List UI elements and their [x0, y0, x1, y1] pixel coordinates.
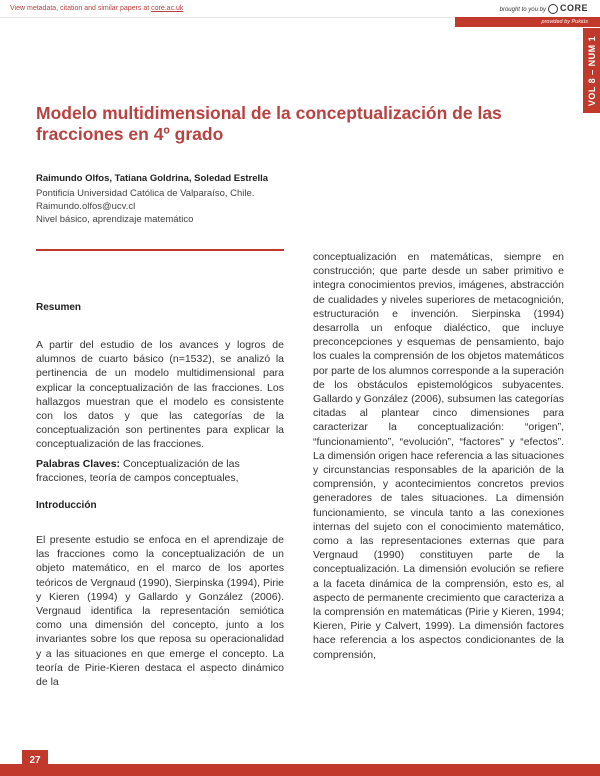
keywords-text: Conceptualización de las fracciones, teoría de campos conceptuales, [36, 458, 240, 485]
footer-bar [0, 764, 600, 776]
level: Nivel básico, aprendizaje matemático [36, 214, 194, 225]
metadata-notice [10, 5, 183, 12]
intro-heading: Introducción [36, 500, 97, 511]
core-brand [500, 3, 588, 14]
keywords [36, 457, 284, 485]
core-banner [0, 0, 600, 18]
paper-title: Modelo multidimensional de la conceptualización de las fracciones en 4º grado [36, 103, 502, 144]
email: Raimundo.olfos@ucv.cl [36, 201, 136, 212]
section-divider [36, 249, 284, 251]
resumen-heading: Resumen [36, 302, 82, 313]
affiliation: Pontificia Universidad Católica de Valparaíso, Chile. [36, 188, 255, 199]
volume-tab [583, 28, 600, 113]
provided-by-banner: provided by Pukiús [455, 17, 600, 27]
authors: Raimundo Olfos, Tatiana Goldrina, Soledad Estrella [36, 173, 269, 184]
core-label: CORE [559, 3, 588, 13]
intro-text: El presente estudio se enfoca en el aprendizaje de las fracciones como la conceptualización de un objeto matemático, en el marco de los aportes teóricos de Vergnaud (1990), Sierpinska (1994), Pirie y Kieren (1994) y Gallardo y González (2006). Vergnaud identifica la representación semiótica como una dimensión del concepto, junto a los invariantes sobre los que reposa su operacionalidad y a las situaciones en que emerge el concepto. La teoría de Pirie-Kieren destaca el aspecto dinámico de la [36, 534, 284, 689]
metadata-prefix: View metadata, citation and similar papers at [10, 5, 152, 12]
volume-label: VOL 8 – NUM 1 [586, 35, 597, 106]
core-link[interactable]: core.ac.uk [151, 5, 184, 12]
core-logo-icon [548, 4, 558, 14]
right-column-text: conceptualización en matemáticas, siempre en construcción; que parte desde un saber primitivo e integra conocimientos previos, imágenes, abstracción de cualidades y niveles superiores de metacognición, estructuración e invención. Sierpinska (1994) desarrolla un enfoque dialéctico, que incluye preconcepciones y esquemas de pensamiento, bajo los cuales la comprensión de los objetos matemáticos por parte de los alumnos corresponde a la superación de los obstáculos epistemológicos subyacentes. Gallardo y González (2006), subsumen las categorías citadas al plantear cinco dimensiones para caracterizar la conceptualización: “origen”, “funcionamiento”, “evolución”, “factores” y “efectos”. La dimensión origen hace referencia a las situaciones y circunstancias responsables de la aparición de la comprensión, y acontecimientos concretos previos generadores de tales situaciones. La dimensión funcionamiento, se vincula tanto a las conexiones internas del sujeto con el conocimiento matemático, como a las representaciones externas que para Vergnaud (1990) constituyen parte de la conceptualización. La dimensión evolución se refiere a la faceta dinámica de la comprensión, esto es, al aspecto de permanente crecimiento que caracteriza a la comprensión en matemáticas (Pirie y Kieren, 1994; Kieren, Pirie y Calvert, 1999). La dimensión factores hace referencia a los aspectos condicionantes de la comprensión, [313, 251, 564, 661]
resumen-text: A partir del estudio de los avances y logros de alumnos de cuarto básico (n=1532), se analizó la pertinencia de un modelo multidimensional para explicar la conceptualización de las fracciones. Los hallazgos muestran que el modelo es consistente con los datos y que las categorías de la conceptualización son pertinentes para explicar la conceptualización de las fracciones. [36, 339, 284, 451]
keywords-label: Palabras Claves: [36, 458, 121, 470]
brought-to-you: brought to you by [499, 7, 546, 13]
page-number: 27 [22, 750, 48, 776]
